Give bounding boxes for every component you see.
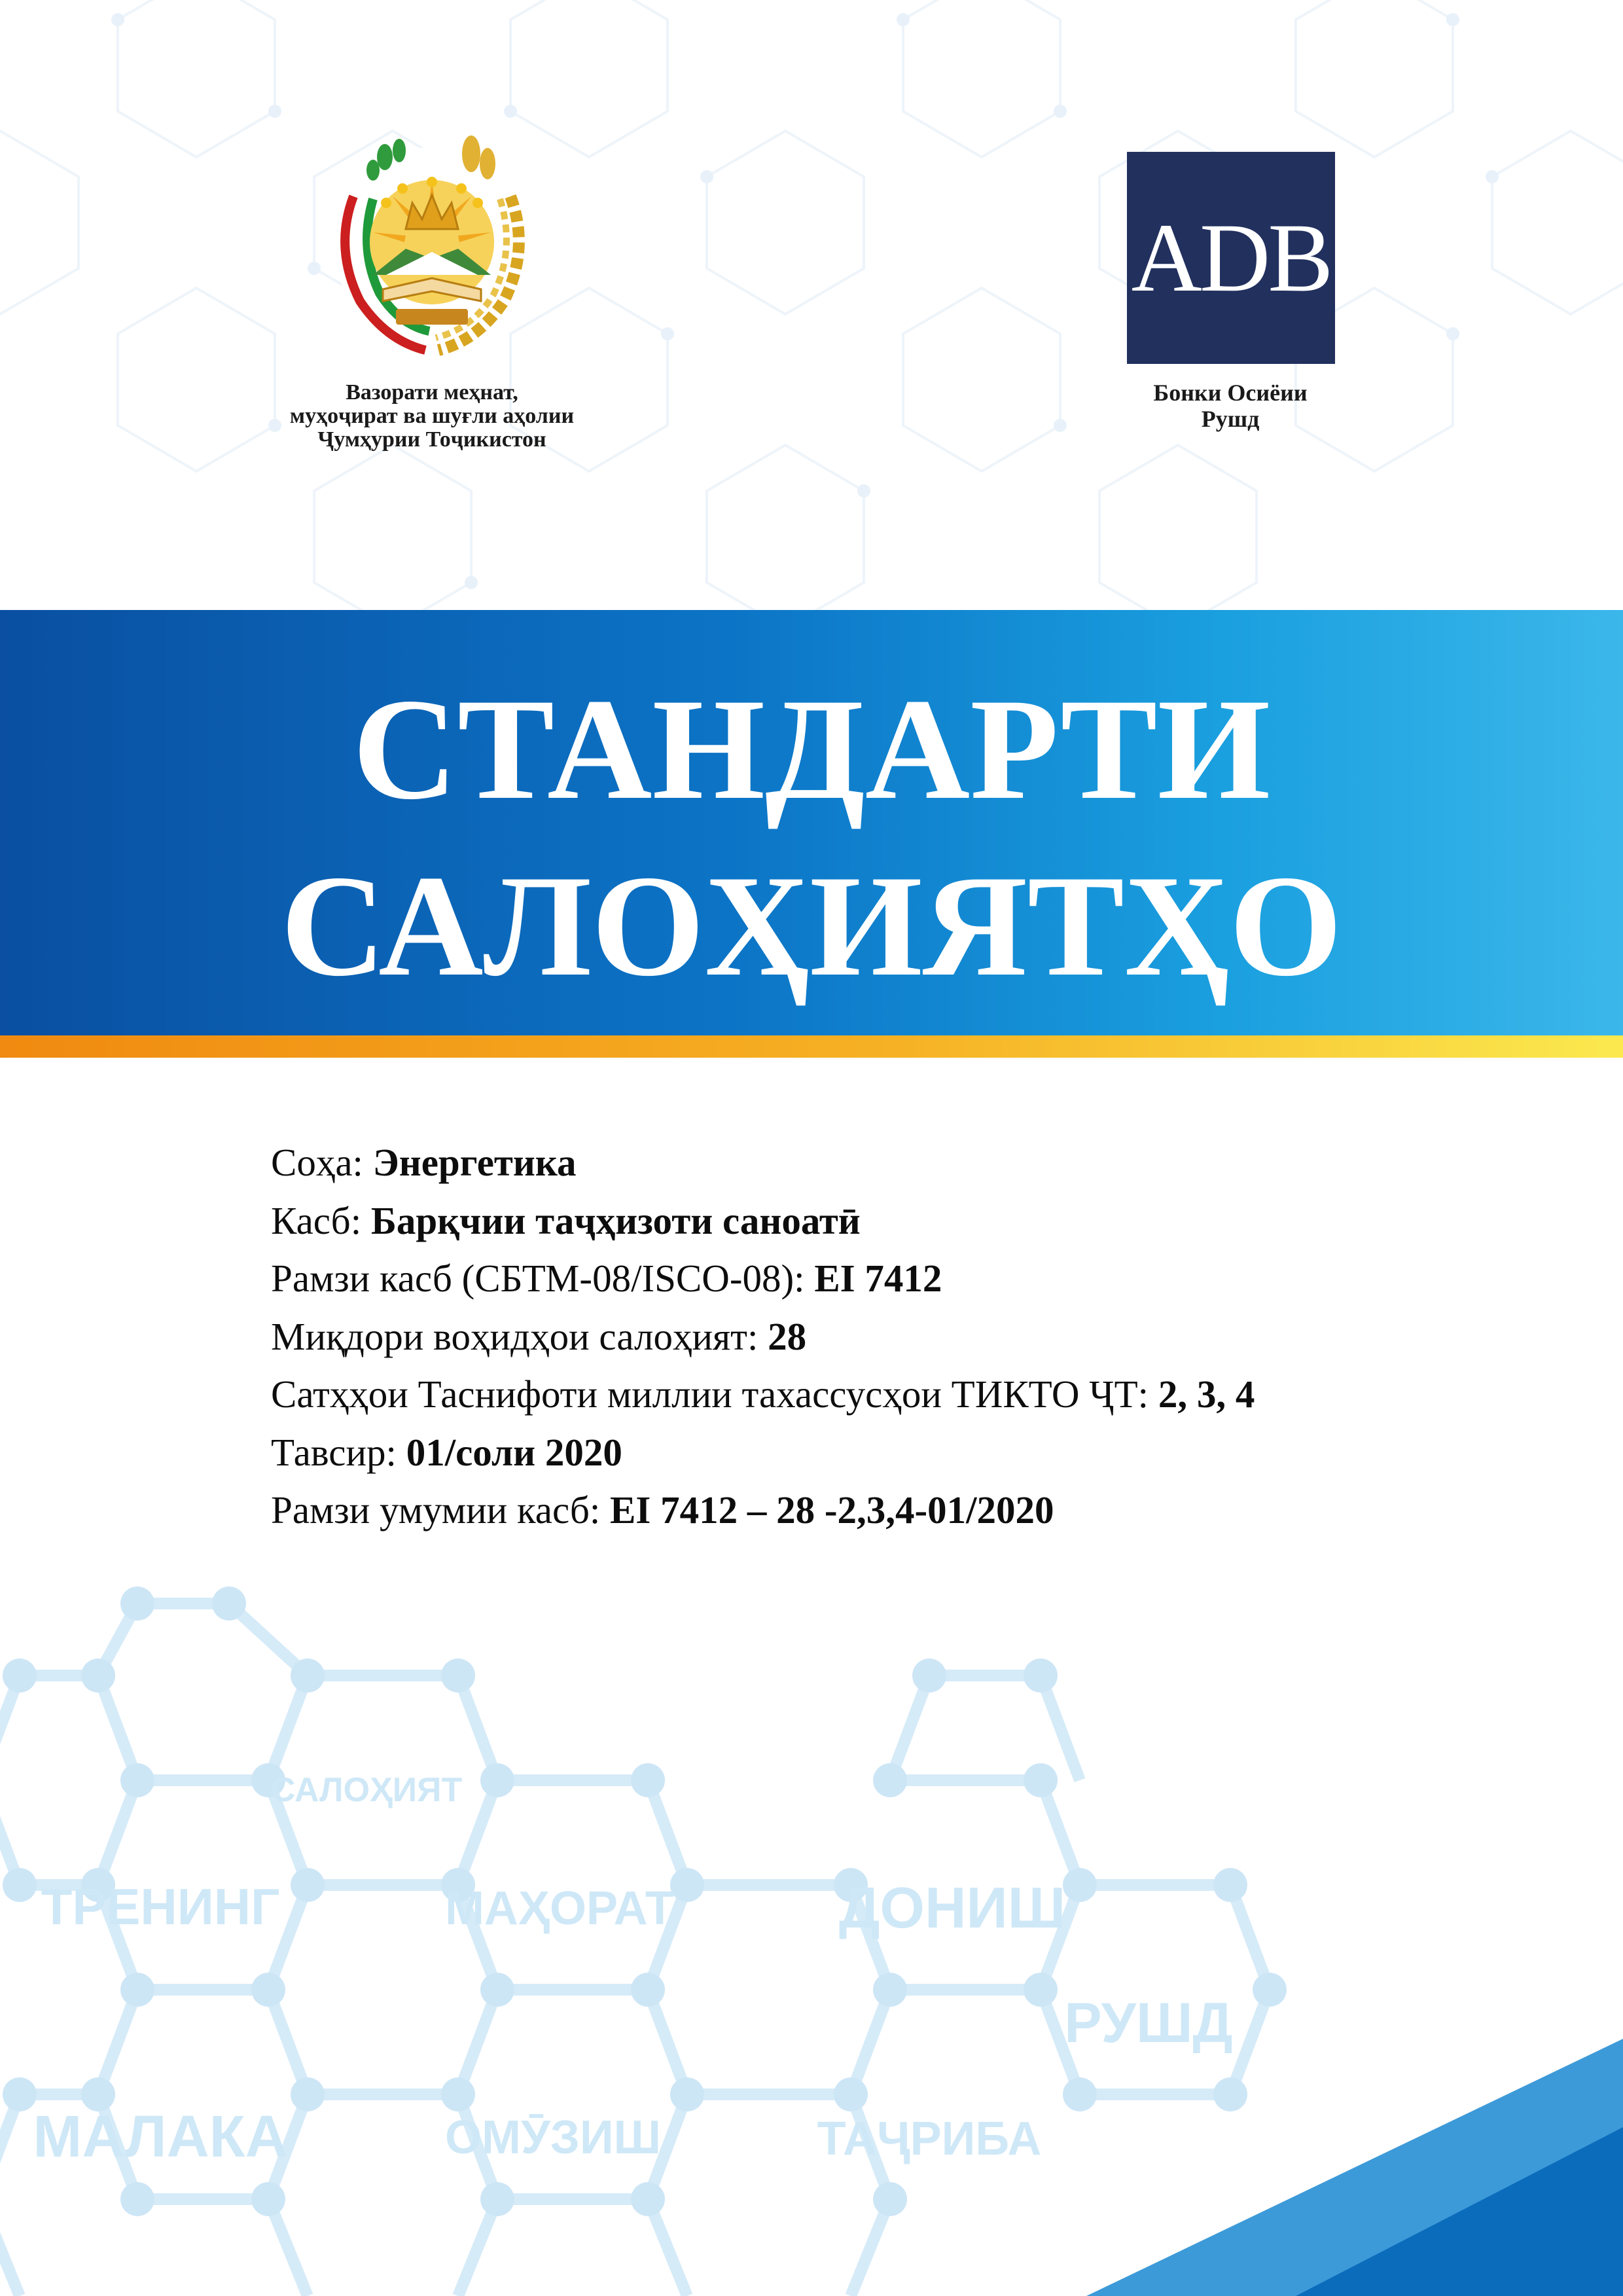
info-row-occupation — [271, 1192, 1255, 1250]
info-value: Энергетика — [372, 1141, 577, 1184]
standard-info-block — [271, 1134, 1255, 1539]
corner-triangles — [1086, 2039, 1623, 2296]
info-label: Рамзи умумии касб: — [271, 1488, 611, 1532]
info-value: 28 — [768, 1314, 807, 1358]
adb-logo — [1127, 152, 1335, 364]
info-label: Соҳа: — [271, 1141, 373, 1184]
info-label: Миқдори воҳидҳои салоҳият: — [271, 1314, 768, 1358]
banner-accent-stripe — [0, 1035, 1623, 1058]
adb-name — [1099, 380, 1361, 432]
word-mahorat: МАҲОРАТ — [444, 1882, 675, 1935]
title-line-2: САЛОҲИЯТҲО — [280, 846, 1343, 1007]
word-tajriba: ТАҶРИБА — [817, 2113, 1042, 2165]
info-value: 2, 3, 4 — [1158, 1372, 1255, 1416]
info-value: Барқчии таҷҳизоти саноатӣ — [370, 1198, 861, 1242]
adb-logo-text: ADB — [1131, 204, 1331, 312]
info-label: Сатҳҳои Таснифоти миллии тахассусҳои ТИКТО ҶТ: — [271, 1372, 1158, 1416]
info-label: Тавсир: — [271, 1430, 406, 1474]
info-label: Касб: — [271, 1198, 371, 1242]
info-value: 01/соли 2020 — [406, 1430, 622, 1474]
info-row-general-code — [271, 1481, 1255, 1539]
ministry-name-line-3: Ҷумҳурии Тоҷикистон — [317, 427, 546, 452]
info-row-sector — [271, 1134, 1255, 1192]
ministry-name-line-1: Вазорати меҳнат, — [346, 380, 518, 404]
word-rushd: РУШД — [1064, 1992, 1233, 2054]
info-row-revision — [271, 1424, 1255, 1482]
info-value: EI 7412 — [814, 1257, 942, 1300]
info-row-occupation-code — [271, 1249, 1255, 1308]
word-donish: ДОНИШ — [838, 1875, 1066, 1940]
word-omuzish: ОМӮЗИШ — [445, 2111, 661, 2164]
ministry-name-line-2: муҳоҷират ва шуғли аҳолии — [289, 404, 575, 428]
info-label: Рамзи касб (СБТМ-08/ISCO-08): — [271, 1257, 815, 1300]
adb-name-line-1: Бонки Осиёии — [1153, 380, 1308, 406]
info-row-levels — [271, 1365, 1255, 1424]
tajikistan-emblem — [308, 118, 556, 367]
document-title — [0, 661, 1623, 1014]
word-trening: ТРЕНИНГ — [41, 1878, 280, 1935]
word-malaka: МАЛАКА — [33, 2104, 288, 2170]
info-row-unit-count — [271, 1308, 1255, 1366]
top-hexagon-pattern — [0, 0, 1623, 628]
adb-name-line-2: Рушд — [1201, 406, 1260, 432]
title-line-1: СТАНДАРТИ — [352, 669, 1271, 830]
info-value: EI 7412 – 28 -2,3,4-01/2020 — [610, 1488, 1054, 1532]
word-salohiyat: САЛОҲИЯТ — [270, 1771, 463, 1809]
ministry-name — [236, 381, 628, 452]
